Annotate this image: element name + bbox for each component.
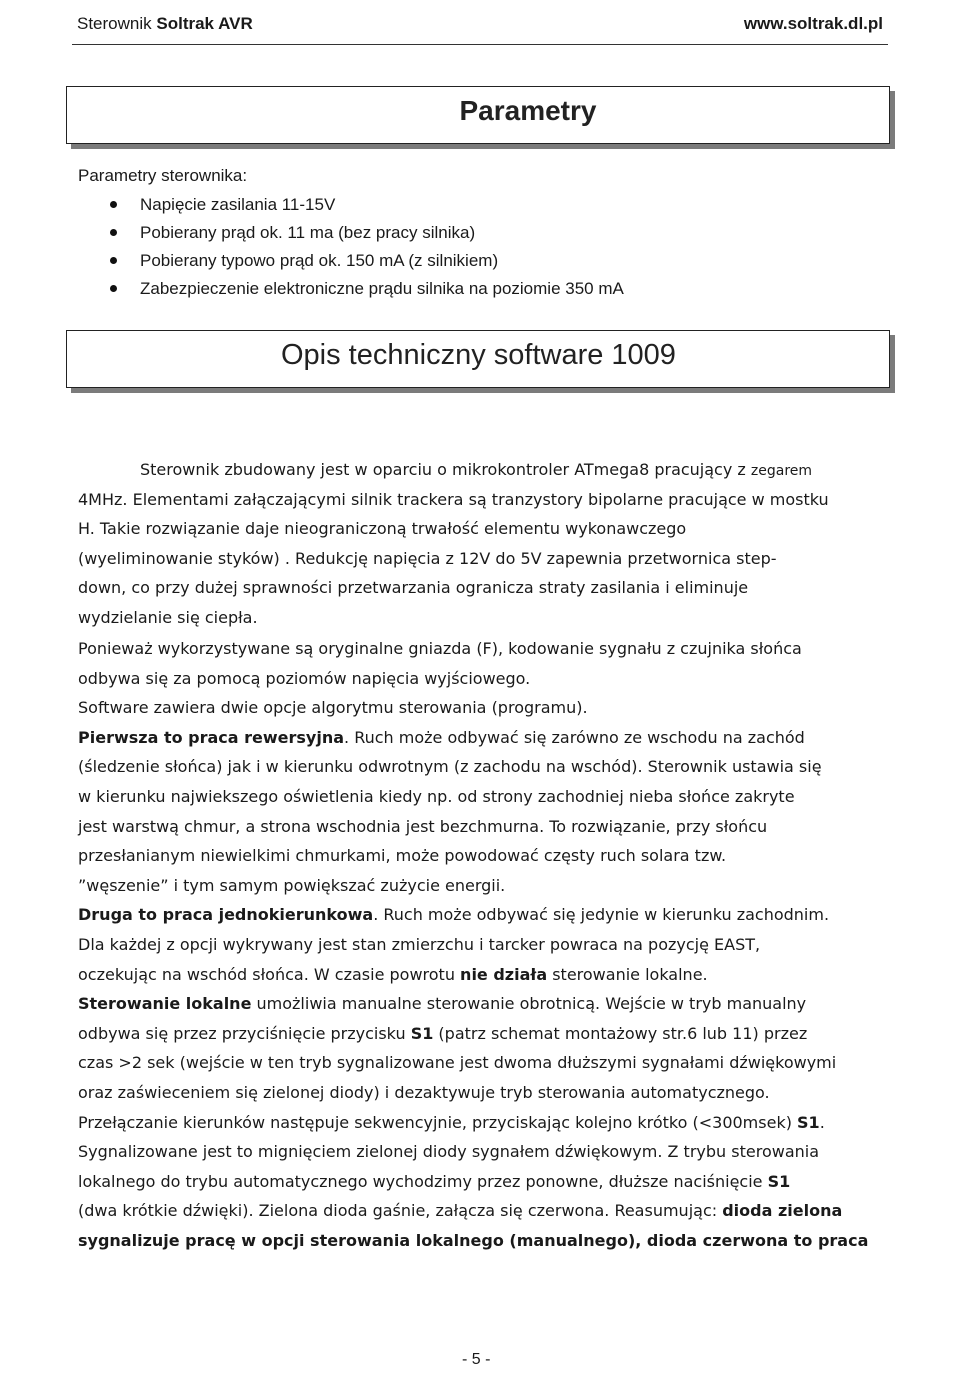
text-line: jest warstwą chmur, a strona wschodnia jest bezchmurna. To rozwiązanie, przy słońcu — [78, 816, 768, 836]
params-label: Parametry sterownika: — [78, 166, 248, 185]
text-line: w kierunku najwiekszego oświetlenia kiedy np. od strony zachodniej nieba słońce zakryte — [78, 786, 795, 806]
text-span: sterowanie lokalne. — [547, 964, 708, 984]
text-span: (patrz schemat montażowy str.6 lub 11) przez — [433, 1023, 808, 1043]
section-heading-box — [66, 330, 890, 388]
text-line: przesłanianym niewielkimi chmurkami, może powodować częsty ruch solara tzw. — [78, 846, 727, 866]
text-line: oraz zaświeceniem się zielonej diody) i dezaktywuje tryb sterowania automatycznego. — [78, 1082, 770, 1102]
text-line — [78, 1108, 888, 1138]
text-span: odbywa się przez przyciśnięcie przycisku — [78, 1023, 411, 1043]
text-line: Software zawiera dwie opcje algorytmu sterowania (programu). — [78, 698, 588, 718]
text-line: 4MHz. Elementami załączającymi silnik trackera są tranzystory bipolarne pracujące w mostku — [78, 489, 829, 509]
text-line — [78, 1167, 888, 1197]
text-span: nie działa — [460, 964, 548, 984]
text-span: oczekując na wschód słońca. W czasie powrotu — [78, 964, 461, 984]
text-line: ”węszenie” i tym samym powiększać zużycie energii. — [78, 875, 506, 895]
text-span: Przełączanie kierunków następuje sekwencyjnie, przyciskając kolejno krótko (<300msek) — [78, 1112, 798, 1132]
text-line — [78, 455, 888, 485]
list-item — [0, 277, 624, 305]
bullet-icon — [110, 201, 117, 208]
params-list — [0, 193, 624, 305]
text-line: Sygnalizowane jest to mignięciem zielonej diody sygnałem dźwiękowym. Z trybu sterowania — [78, 1142, 820, 1162]
text-span: Sterownik zbudowany jest w oparciu o mikrokontroler ATmega8 pracujący z — [140, 460, 751, 479]
text-line — [78, 1019, 888, 1049]
text-line: Dla każdej z opcji wykrywany jest stan zmierzchu i tarcker powraca na pozycję EAST, — [78, 934, 761, 954]
text-line: H. Takie rozwiązanie daje nieograniczoną trwałość elementu wykonawczego — [78, 519, 687, 539]
text-line: Ponieważ wykorzystywane są oryginalne gniazda (F), kodowanie sygnału z czujnika słońca — [78, 639, 802, 658]
bullet-icon — [110, 257, 117, 264]
list-item — [0, 221, 624, 249]
paragraph-modes — [78, 634, 888, 1255]
text-span: . Ruch może odbywać się jedynie w kierunku zachodnim. — [373, 905, 830, 925]
text-span: zegarem — [750, 463, 813, 479]
text-line — [78, 723, 888, 753]
text-span: . — [819, 1112, 825, 1132]
text-span: S1 — [410, 1023, 434, 1043]
text-span: lokalnego do trybu automatycznego wychodzimy przez ponowne, dłuższe naciśnięcie — [78, 1171, 768, 1191]
text-line: sygnalizuje pracę w opcji sterowania lokalnego (manualnego), dioda czerwona to praca — [78, 1230, 869, 1250]
header-title — [77, 14, 253, 34]
text-span: Druga to praca jednokierunkowa — [78, 905, 374, 925]
text-line: odbywa się za pomocą poziomów napięcia wyjściowego. — [78, 668, 531, 688]
section-heading-box — [66, 86, 890, 144]
list-item — [0, 249, 624, 277]
text-span: dioda zielona — [722, 1201, 843, 1221]
list-item-text: Pobierany prąd ok. 11 ma (bez pracy silnika) — [140, 223, 476, 242]
list-item-text: Napięcie zasilania 11-15V — [140, 195, 336, 214]
section-title-opis: Opis techniczny software 1009 — [281, 339, 676, 371]
text-line — [78, 960, 888, 990]
text-span: Pierwsza to praca rewersyjna — [78, 727, 345, 747]
list-item — [0, 193, 624, 221]
text-line: wydzielanie się ciepła. — [78, 607, 258, 627]
text-span: umożliwia manualne sterowanie obrotnicą. Wejście w tryb manualny — [251, 994, 807, 1014]
header-title-prefix: Sterownik — [77, 14, 157, 33]
text-line: down, co przy dużej sprawności przetwarzania ogranicza straty zasilania i eliminuje — [78, 578, 749, 598]
header-divider — [72, 44, 888, 45]
text-span: S1 — [767, 1171, 791, 1191]
bullet-icon — [110, 285, 117, 292]
header-title-bold: Soltrak AVR — [156, 14, 253, 33]
bullet-icon — [110, 229, 117, 236]
text-span: Sterowanie lokalne — [78, 994, 252, 1014]
list-item-text: Zabezpieczenie elektroniczne prądu silnika na poziomie 350 mA — [140, 279, 624, 298]
list-item-text: Pobierany typowo prąd ok. 150 mA (z silnikiem) — [140, 251, 499, 270]
text-span: S1 — [797, 1112, 820, 1132]
text-line: czas >2 sek (wejście w ten tryb sygnalizowane jest dwoma dłuższymi sygnałami dźwiękowymi — [78, 1053, 837, 1073]
text-line: (śledzenie słońca) jak i w kierunku odwrotnym (z zachodu na wschód). Sterownik ustawia się — [78, 757, 822, 777]
page-number: - 5 - — [462, 1351, 491, 1368]
section-title-parametry: Parametry — [459, 95, 597, 126]
text-line — [78, 1196, 888, 1226]
header-url[interactable]: www.soltrak.dl.pl — [743, 14, 883, 33]
text-span: (dwa krótkie dźwięki). Zielona dioda gaśnie, załącza się czerwona. Reasumując: — [78, 1201, 723, 1221]
text-line — [78, 900, 888, 930]
paragraph-description — [78, 455, 888, 633]
text-line — [78, 989, 888, 1019]
text-line: (wyeliminowanie styków) . Redukcję napięcia z 12V do 5V zapewnia przetwornica step- — [78, 548, 777, 568]
text-span: . Ruch może odbywać się zarówno ze wschodu na zachód — [344, 727, 805, 747]
